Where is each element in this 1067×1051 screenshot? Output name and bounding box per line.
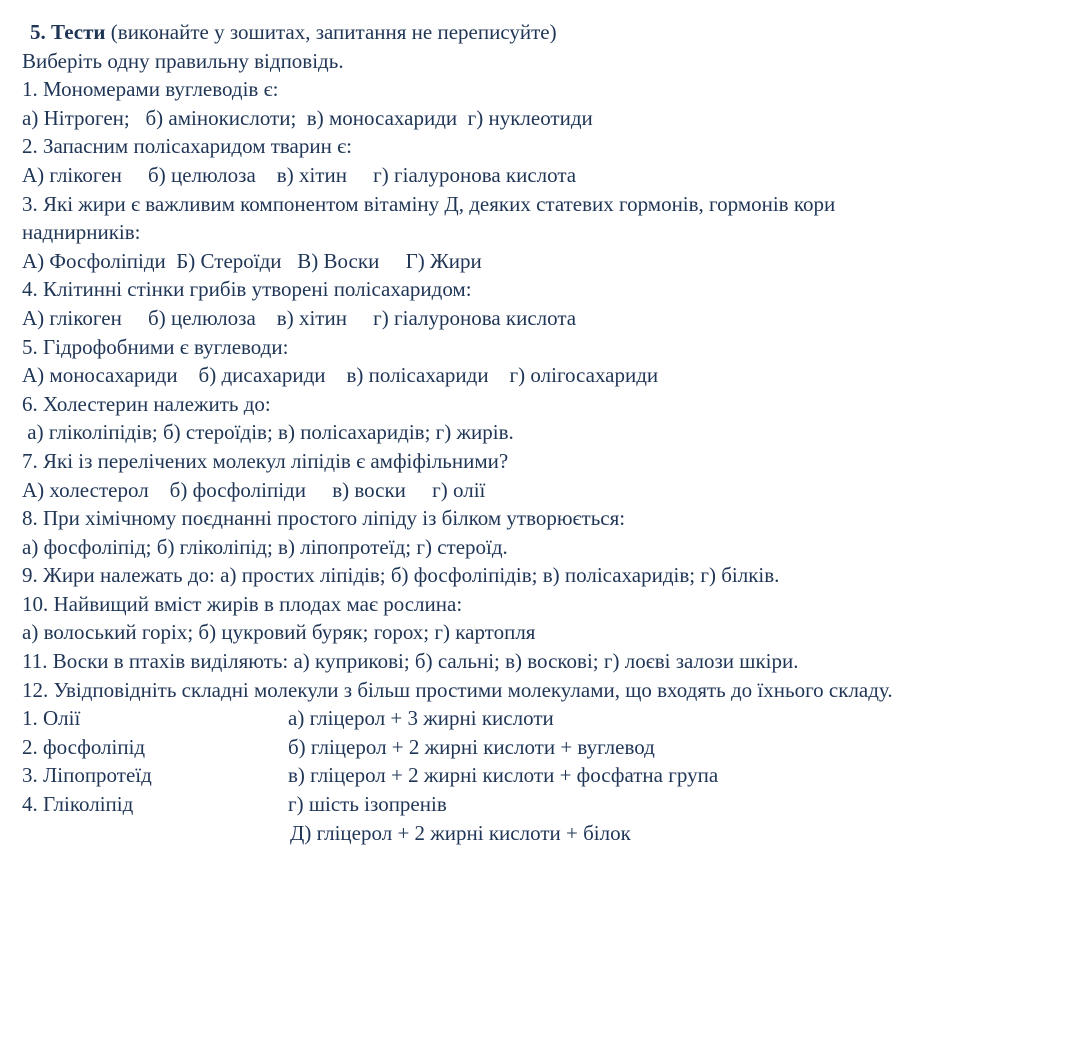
question-3: 3. Які жири є важливим компонентом вітаміну Д, деяких статевих гормонів, гормонів кори — [22, 191, 836, 216]
answers-1: а) Нітроген; б) амінокислоти; в) моносахариди г) нуклеотиди — [22, 105, 593, 130]
answers-3: А) Фосфоліпіди Б) Стероїди В) Воски Г) Жири — [22, 248, 482, 273]
matching-left: 3. Ліпопротеїд — [22, 763, 152, 788]
question-8: 8. При хімічному поєднанні простого ліпіду із білком утворюється: — [22, 506, 626, 531]
question-11: 11. Воски в птахів виділяють: а) куприкові; б) сальні; в) воскові; г) лоєві залози шкіри. — [22, 649, 799, 674]
matching-right: в) гліцерол + 2 жирні кислоти + фосфатна група — [288, 763, 719, 788]
question-12: 12. Увідповідніть складні молекули з більш простими молекулами, що входять до їхнього складу. — [22, 677, 893, 702]
matching-left: 2. фосфоліпід — [22, 734, 146, 759]
question-6: 6. Холестерин належить до: — [22, 391, 271, 416]
question-5: 5. Гідрофобними є вуглеводи: — [22, 334, 289, 359]
answers-10: а) волоський горіх; б) цукровий буряк; горох; г) картопля — [22, 620, 536, 645]
question-2: 2. Запасним полісахаридом тварин є: — [22, 134, 352, 159]
question-1: 1. Мономерами вуглеводів є: — [22, 77, 279, 102]
question-10: 10. Найвищий вміст жирів в плодах має рослина: — [22, 591, 463, 616]
answers-8: а) фосфоліпід; б) гліколіпід; в) ліпопротеїд; г) стероїд. — [22, 534, 508, 559]
answers-5: А) моносахариди б) дисахариди в) полісахариди г) олігосахариди — [22, 363, 659, 388]
question-3-continued: наднирників: — [22, 220, 141, 245]
answers-4: А) глікоген б) целюлоза в) хітин г) гіалуронова кислота — [22, 305, 577, 330]
matching-row — [22, 704, 1067, 733]
matching-row — [22, 790, 1067, 819]
matching-left: 4. Гліколіпід — [22, 792, 134, 817]
matching-row — [22, 761, 1067, 790]
matching-right: г) шість ізопренів — [288, 792, 447, 817]
question-7: 7. Які із перелічених молекул ліпідів є амфіфільними? — [22, 448, 509, 473]
section-note: (виконайте у зошитах, запитання не переписуйте) — [105, 20, 557, 44]
answers-2: А) глікоген б) целюлоза в) хітин г) гіалуронова кислота — [22, 162, 577, 187]
question-4: 4. Клітинні стінки грибів утворені полісахаридом: — [22, 277, 472, 302]
matching-row — [22, 733, 1067, 762]
answers-7: А) холестерол б) фосфоліпіди в) воски г) олії — [22, 477, 486, 502]
matching-left: 1. Олії — [22, 706, 81, 731]
answers-6: а) гліколіпідів; б) стероїдів; в) полісахаридів; г) жирів. — [22, 420, 514, 445]
document — [22, 18, 1067, 847]
matching-right: б) гліцерол + 2 жирні кислоти + вуглевод — [288, 734, 655, 759]
section-title: 5. Тести — [30, 20, 106, 44]
question-9: 9. Жири належать до: а) простих ліпідів; б) фосфоліпідів; в) полісахаридів; г) білків. — [22, 563, 780, 588]
instruction: Виберіть одну правильну відповідь. — [22, 48, 344, 73]
section-heading — [22, 18, 1067, 47]
matching-extra-option: Д) гліцерол + 2 жирні кислоти + білок — [290, 820, 631, 845]
matching-right: а) гліцерол + 3 жирні кислоти — [288, 706, 554, 731]
